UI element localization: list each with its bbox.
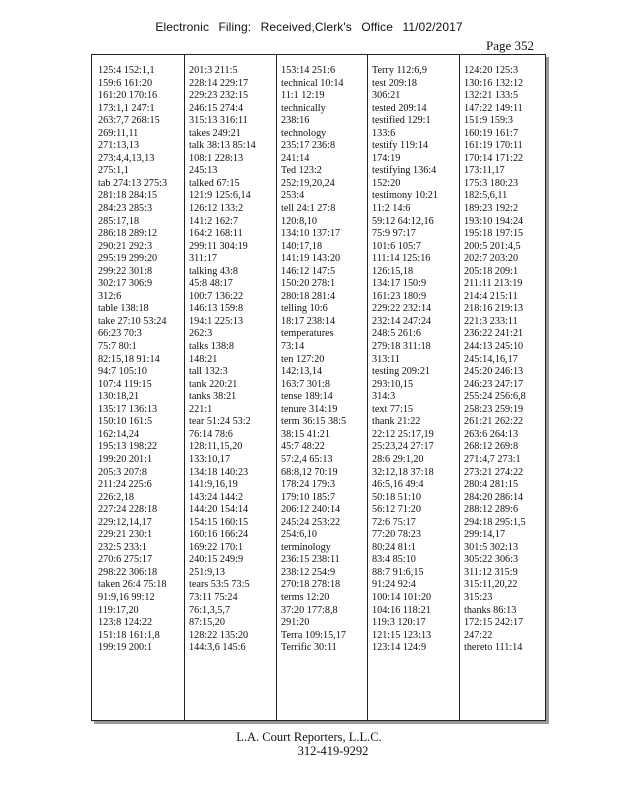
index-entry: 104:16 118:21 bbox=[372, 604, 431, 616]
index-entry: 279:18 311:18 bbox=[372, 341, 431, 353]
index-entry: 232:14 247:24 bbox=[372, 315, 432, 327]
index-entry: 280:18 281:4 bbox=[281, 290, 336, 302]
index-entry: 214:4 215:11 bbox=[464, 290, 518, 302]
index-entry: 201:3 211:5 bbox=[189, 65, 238, 76]
index-entry: 275:1,1 bbox=[98, 165, 129, 177]
index-entry: 161:19 170:11 bbox=[464, 140, 523, 152]
index-entry: 18:17 238:14 bbox=[281, 315, 336, 327]
index-entry: testify 119:14 bbox=[372, 140, 428, 152]
index-entry: 312:6 bbox=[98, 290, 122, 302]
index-entry: 269:11,11 bbox=[98, 127, 139, 139]
index-entry: 273:4,4,13,13 bbox=[98, 152, 155, 164]
index-entry: 73:11 75:24 bbox=[189, 591, 238, 603]
index-entry: 229:12,14,17 bbox=[98, 516, 152, 528]
index-entry: 143:24 144:2 bbox=[189, 491, 244, 503]
index-entry: 228:14 229:17 bbox=[189, 77, 249, 89]
index-entry: 146:12 147:5 bbox=[281, 265, 336, 277]
index-entry: 123:8 124:22 bbox=[98, 617, 153, 629]
index-entry: 11:1 12:19 bbox=[281, 90, 325, 102]
index-entry: 285:17,18 bbox=[98, 215, 140, 227]
index-entry: 146:13 159:8 bbox=[189, 303, 244, 315]
index-entry: 258:23 259:19 bbox=[464, 403, 524, 415]
index-entry: 147:22 149:11 bbox=[464, 102, 523, 114]
index-entry: 128:22 135:20 bbox=[189, 629, 249, 641]
index-entry: 232:5 233:1 bbox=[98, 541, 147, 553]
index-entry: text 77:15 bbox=[372, 403, 414, 415]
index-entry: 50:18 51:10 bbox=[372, 491, 421, 503]
index-entry: 164:2 168:11 bbox=[189, 228, 243, 240]
index-entry: tall 132:3 bbox=[189, 366, 228, 378]
index-entry: 133:10,17 bbox=[189, 453, 231, 465]
index-entry: tab 274:13 275:3 bbox=[98, 177, 168, 189]
index-entry: 205:18 209:1 bbox=[464, 265, 519, 277]
index-entry: 101:6 105:7 bbox=[372, 240, 421, 252]
index-entry: 302:17 306:9 bbox=[98, 278, 153, 290]
index-entry: 174:19 bbox=[372, 152, 401, 164]
index-entry: 263:6 264:13 bbox=[464, 428, 519, 440]
index-entry: 76:14 78:6 bbox=[189, 428, 233, 440]
index-entry: 263:7,7 268:15 bbox=[98, 115, 160, 127]
index-entry: 211:11 213:19 bbox=[464, 278, 523, 290]
index-entry: 75:9 97:17 bbox=[372, 228, 416, 240]
index-entry: 128:11,15,20 bbox=[189, 441, 243, 453]
index-entry: 162:14,24 bbox=[98, 428, 140, 440]
index-entry: 189:23 192:2 bbox=[464, 203, 519, 215]
index-entry: 160:19 161:7 bbox=[464, 127, 519, 139]
index-entry: 315:11,20,22 bbox=[464, 579, 518, 591]
index-entry: 205:3 207:8 bbox=[98, 466, 147, 478]
index-entry: 142:13,14 bbox=[281, 366, 323, 378]
index-entry: 246:23 247:17 bbox=[464, 378, 524, 390]
index-entry: 88:7 91:6,15 bbox=[372, 566, 424, 578]
index-entry: 132:21 133:5 bbox=[464, 90, 519, 102]
index-entry: 281:18 284:15 bbox=[98, 190, 158, 202]
column-divider bbox=[184, 55, 185, 720]
index-entry: thanks 86:13 bbox=[464, 604, 517, 616]
index-entry: 245:24 253:22 bbox=[281, 516, 341, 528]
index-entry: 270:6 275:17 bbox=[98, 554, 153, 566]
index-entry: 66:23 70:3 bbox=[98, 328, 142, 340]
index-entry: 82:15,18 91:14 bbox=[98, 353, 160, 365]
index-entry: 298:22 306:18 bbox=[98, 566, 158, 578]
index-entry: Terry 112:6,9 bbox=[372, 65, 427, 76]
index-entry: 290:21 292:3 bbox=[98, 240, 153, 252]
index-entry: 255:24 256:6,8 bbox=[464, 391, 526, 403]
index-entry: telling 10:6 bbox=[281, 303, 328, 315]
index-entry: tanks 38:21 bbox=[189, 391, 237, 403]
index-entry: 163:7 301:8 bbox=[281, 378, 330, 390]
index-entry: Ted 123:2 bbox=[281, 165, 322, 177]
index-entry: 268:12 269:8 bbox=[464, 441, 519, 453]
index-entry: 100:14 101:20 bbox=[372, 591, 432, 603]
index-entry: 315:23 bbox=[464, 591, 493, 603]
index-entry: 299:14,17 bbox=[464, 529, 506, 541]
index-entry: 130:16 132:12 bbox=[464, 77, 524, 89]
index-entry: 221:3 233:11 bbox=[464, 315, 518, 327]
index-entry: 121:15 123:13 bbox=[372, 629, 432, 641]
index-entry: 199:19 200:1 bbox=[98, 642, 153, 654]
index-entry: 123:14 124:9 bbox=[372, 642, 427, 654]
index-entry: 273:21 274:22 bbox=[464, 466, 524, 478]
index-entry: 134:17 150:9 bbox=[372, 278, 427, 290]
index-entry: 238:16 bbox=[281, 115, 310, 127]
index-entry: 175:3 180:23 bbox=[464, 177, 519, 189]
index-entry: 229:22 232:14 bbox=[372, 303, 432, 315]
index-entry: 179:10 185:7 bbox=[281, 491, 336, 503]
index-entry: 199:20 201:1 bbox=[98, 453, 153, 465]
index-entry: 245:20 246:13 bbox=[464, 366, 524, 378]
index-column-3 bbox=[281, 65, 367, 655]
index-entry: 56:12 71:20 bbox=[372, 504, 421, 516]
index-entry: testimony 10:21 bbox=[372, 190, 438, 202]
column-divider bbox=[367, 55, 368, 720]
index-column-2 bbox=[189, 65, 275, 655]
column-divider bbox=[276, 55, 277, 720]
index-entry: 160:16 166:24 bbox=[189, 529, 249, 541]
index-entry: 311:17 bbox=[189, 253, 217, 265]
index-entry: 125:4 152:1,1 bbox=[98, 65, 155, 76]
index-entry: 75:7 80:1 bbox=[98, 341, 137, 353]
index-entry: 211:24 225:6 bbox=[98, 479, 152, 491]
index-entry: testifying 136:4 bbox=[372, 165, 437, 177]
index-entry: 293:10,15 bbox=[372, 378, 414, 390]
index-entry: testified 129:1 bbox=[372, 115, 431, 127]
index-entry: 46:5,16 49:4 bbox=[372, 479, 424, 491]
index-entry: thank 21:22 bbox=[372, 416, 421, 428]
index-entry: 172:15 242:17 bbox=[464, 617, 524, 629]
index-entry: 288:12 289:6 bbox=[464, 504, 519, 516]
index-entry: 45:7 48:22 bbox=[281, 441, 325, 453]
index-entry: 77:20 78:23 bbox=[372, 529, 421, 541]
index-entry: 148:21 bbox=[189, 353, 218, 365]
index-entry: 141:9,16,19 bbox=[189, 479, 238, 491]
word-index-box bbox=[91, 54, 546, 721]
index-entry: 68:8,12 70:19 bbox=[281, 466, 338, 478]
index-entry: 313:11 bbox=[372, 353, 400, 365]
index-entry: Terra 109:15,17 bbox=[281, 629, 346, 641]
index-entry: 161:20 170:16 bbox=[98, 90, 158, 102]
index-entry: 314:3 bbox=[372, 391, 396, 403]
index-entry: 134:18 140:23 bbox=[189, 466, 249, 478]
index-entry: 173:11,17 bbox=[464, 165, 505, 177]
index-entry: 271:13,13 bbox=[98, 140, 140, 152]
index-entry: 284:23 285:3 bbox=[98, 203, 153, 215]
index-entry: 236:15 238:11 bbox=[281, 554, 340, 566]
filing-stamp-header: Electronic Filing: Received,Clerk's Office 11/02/2017 bbox=[155, 20, 463, 34]
index-entry: 133:6 bbox=[372, 127, 396, 139]
index-entry: 130:18,21 bbox=[98, 391, 140, 403]
index-entry: 280:4 281:15 bbox=[464, 479, 519, 491]
index-entry: 91:24 92:4 bbox=[372, 579, 416, 591]
index-entry: table 138:18 bbox=[98, 303, 149, 315]
index-entry: 244:13 245:10 bbox=[464, 341, 524, 353]
court-reporter-phone: 312-419-9292 bbox=[297, 744, 369, 758]
index-entry: tell 24:1 27:8 bbox=[281, 203, 336, 215]
index-entry: 294:18 295:1,5 bbox=[464, 516, 526, 528]
index-entry: 306:21 bbox=[372, 90, 401, 102]
index-entry: 80:24 81:1 bbox=[372, 541, 416, 553]
index-entry: 140:17,18 bbox=[281, 240, 323, 252]
index-entry: 182:5,6,11 bbox=[464, 190, 508, 202]
index-entry: 126:15,18 bbox=[372, 265, 414, 277]
index-entry: tank 220:21 bbox=[189, 378, 238, 390]
index-column-4 bbox=[372, 65, 458, 655]
index-entry: 173:1,1 247:1 bbox=[98, 102, 155, 114]
index-entry: 284:20 286:14 bbox=[464, 491, 524, 503]
index-entry: 270:18 278:18 bbox=[281, 579, 341, 591]
index-entry: 193:10 194:24 bbox=[464, 215, 524, 227]
index-entry: talks 138:8 bbox=[189, 341, 234, 353]
index-entry: term 36:15 38:5 bbox=[281, 416, 347, 428]
index-entry: 221:1 bbox=[189, 403, 213, 415]
index-entry: 119:17,20 bbox=[98, 604, 139, 616]
index-entry: 206:12 240:14 bbox=[281, 504, 341, 516]
index-entry: 32:12,18 37:18 bbox=[372, 466, 434, 478]
index-entry: tear 51:24 53:2 bbox=[189, 416, 251, 428]
index-entry: 87:15,20 bbox=[189, 617, 225, 629]
index-entry: 229:23 232:15 bbox=[189, 90, 249, 102]
index-entry: 126:12 133:2 bbox=[189, 203, 244, 215]
index-entry: 200:5 201:4,5 bbox=[464, 240, 521, 252]
index-entry: taken 26:4 75:18 bbox=[98, 579, 167, 591]
index-entry: technically bbox=[281, 102, 326, 114]
index-entry: 262:3 bbox=[189, 328, 213, 340]
index-entry: 150:10 161:5 bbox=[98, 416, 153, 428]
index-entry: 154:15 160:15 bbox=[189, 516, 249, 528]
index-entry: 161:23 180:9 bbox=[372, 290, 427, 302]
index-entry: 11:2 14:6 bbox=[372, 203, 411, 215]
index-entry: 121:9 125:6,14 bbox=[189, 190, 251, 202]
page-number: Page 352 bbox=[485, 38, 534, 53]
index-entry: 261:21 262:22 bbox=[464, 416, 524, 428]
index-entry: technology bbox=[281, 127, 327, 139]
index-entry: 25:23,24 27:17 bbox=[372, 441, 434, 453]
index-entry: 245:14,16,17 bbox=[464, 353, 518, 365]
index-entry: tears 53:5 73:5 bbox=[189, 579, 250, 591]
index-entry: 111:14 125:16 bbox=[372, 253, 431, 265]
index-entry: takes 249:21 bbox=[189, 127, 241, 139]
index-entry: 59:12 64:12,16 bbox=[372, 215, 434, 227]
index-entry: 159:6 161:20 bbox=[98, 77, 153, 89]
index-entry: 108:1 228:13 bbox=[189, 152, 244, 164]
index-entry: 152:20 bbox=[372, 177, 401, 189]
index-entry: 247:22 bbox=[464, 629, 493, 641]
index-entry: thereto 111:14 bbox=[464, 642, 523, 654]
index-entry: 144:3,6 145:6 bbox=[189, 642, 246, 654]
index-entry: 248:5 261:6 bbox=[372, 328, 421, 340]
index-entry: 94:7 105:10 bbox=[98, 366, 147, 378]
index-entry: 227:24 228:18 bbox=[98, 504, 158, 516]
index-entry: tenure 314:19 bbox=[281, 403, 338, 415]
index-entry: 150:20 278:1 bbox=[281, 278, 336, 290]
index-entry: 238:12 254:9 bbox=[281, 566, 336, 578]
index-entry: 178:24 179:3 bbox=[281, 479, 336, 491]
index-entry: 38:15 41:21 bbox=[281, 428, 330, 440]
index-entry: Terrific 30:11 bbox=[281, 642, 337, 654]
index-entry: 236:22 241:21 bbox=[464, 328, 524, 340]
index-entry: 271:4,7 273:1 bbox=[464, 453, 521, 465]
index-entry: take 27:10 53:24 bbox=[98, 315, 167, 327]
index-entry: 141:19 143:20 bbox=[281, 253, 341, 265]
index-entry: 291:20 bbox=[281, 617, 310, 629]
index-entry: 254:6,10 bbox=[281, 529, 317, 541]
index-entry: 73:14 bbox=[281, 341, 305, 353]
column-divider bbox=[459, 55, 460, 720]
index-entry: 107:4 119:15 bbox=[98, 378, 152, 390]
index-column-1 bbox=[98, 65, 184, 655]
index-entry: 135:17 136:13 bbox=[98, 403, 158, 415]
index-entry: 299:11 304:19 bbox=[189, 240, 248, 252]
index-entry: 119:3 120:17 bbox=[372, 617, 426, 629]
index-entry: technical 10:14 bbox=[281, 77, 344, 89]
index-entry: tense 189:14 bbox=[281, 391, 333, 403]
index-entry: 194:1 225:13 bbox=[189, 315, 244, 327]
index-entry: 144:20 154:14 bbox=[189, 504, 249, 516]
index-entry: 315:13 316:11 bbox=[189, 115, 248, 127]
index-entry: 286:18 289:12 bbox=[98, 228, 158, 240]
index-entry: 253:4 bbox=[281, 190, 305, 202]
index-entry: 124:20 125:3 bbox=[464, 65, 519, 76]
index-entry: 72:6 75:17 bbox=[372, 516, 416, 528]
index-entry: 240:15 249:9 bbox=[189, 554, 244, 566]
index-entry: tested 209:14 bbox=[372, 102, 427, 114]
index-entry: temperatures bbox=[281, 328, 334, 340]
index-entry: terminology bbox=[281, 541, 331, 553]
index-entry: 57:2,4 65:13 bbox=[281, 453, 333, 465]
index-entry: 202:7 203:20 bbox=[464, 253, 519, 265]
index-entry: 235:17 236:8 bbox=[281, 140, 336, 152]
footer bbox=[0, 730, 618, 758]
index-entry: 151:18 161:1,8 bbox=[98, 629, 160, 641]
index-entry: talk 38:13 85:14 bbox=[189, 140, 256, 152]
index-entry: 311:12 315:9 bbox=[464, 566, 518, 578]
index-entry: 76:1,3,5,7 bbox=[189, 604, 231, 616]
court-reporter-name: L.A. Court Reporters, L.L.C. bbox=[236, 730, 382, 744]
index-entry: terms 12:20 bbox=[281, 591, 330, 603]
index-entry: 226:2,18 bbox=[98, 491, 134, 503]
index-entry: 37:20 177:8,8 bbox=[281, 604, 338, 616]
index-entry: 305:22 306:3 bbox=[464, 554, 519, 566]
index-entry: 151:9 159:3 bbox=[464, 115, 513, 127]
index-entry: 45:8 48:17 bbox=[189, 278, 233, 290]
index-entry: 169:22 170:1 bbox=[189, 541, 244, 553]
index-entry: 134:10 137:17 bbox=[281, 228, 341, 240]
index-entry: 83:4 85:10 bbox=[372, 554, 416, 566]
index-entry: 252:19,20,24 bbox=[281, 177, 335, 189]
index-entry: ten 127:20 bbox=[281, 353, 325, 365]
index-entry: testing 209:21 bbox=[372, 366, 431, 378]
index-entry: 241:14 bbox=[281, 152, 310, 164]
index-entry: 120:8,10 bbox=[281, 215, 317, 227]
index-entry: 195:13 198:22 bbox=[98, 441, 158, 453]
index-column-5 bbox=[464, 65, 550, 655]
index-entry: 295:19 299:20 bbox=[98, 253, 158, 265]
index-entry: 141:2 162:7 bbox=[189, 215, 238, 227]
index-entry: 170:14 171:22 bbox=[464, 152, 524, 164]
index-entry: 246:15 274:4 bbox=[189, 102, 244, 114]
index-entry: 299:22 301:8 bbox=[98, 265, 153, 277]
index-entry: 91:9,16 99:12 bbox=[98, 591, 155, 603]
index-entry: 251:9,13 bbox=[189, 566, 225, 578]
index-entry: 245:13 bbox=[189, 165, 218, 177]
index-entry: 229:21 230:1 bbox=[98, 529, 153, 541]
index-entry: 153:14 251:6 bbox=[281, 65, 336, 76]
index-entry: 28:6 29:1,20 bbox=[372, 453, 424, 465]
index-entry: 301:5 302:13 bbox=[464, 541, 519, 553]
index-entry: talked 67:15 bbox=[189, 177, 240, 189]
index-entry: 22:12 25:17,19 bbox=[372, 428, 434, 440]
index-entry: 195:18 197:15 bbox=[464, 228, 524, 240]
index-entry: talking 43:8 bbox=[189, 265, 238, 277]
index-entry: 218:16 219:13 bbox=[464, 303, 524, 315]
index-entry: 100:7 136:22 bbox=[189, 290, 244, 302]
index-entry: test 209:18 bbox=[372, 77, 417, 89]
